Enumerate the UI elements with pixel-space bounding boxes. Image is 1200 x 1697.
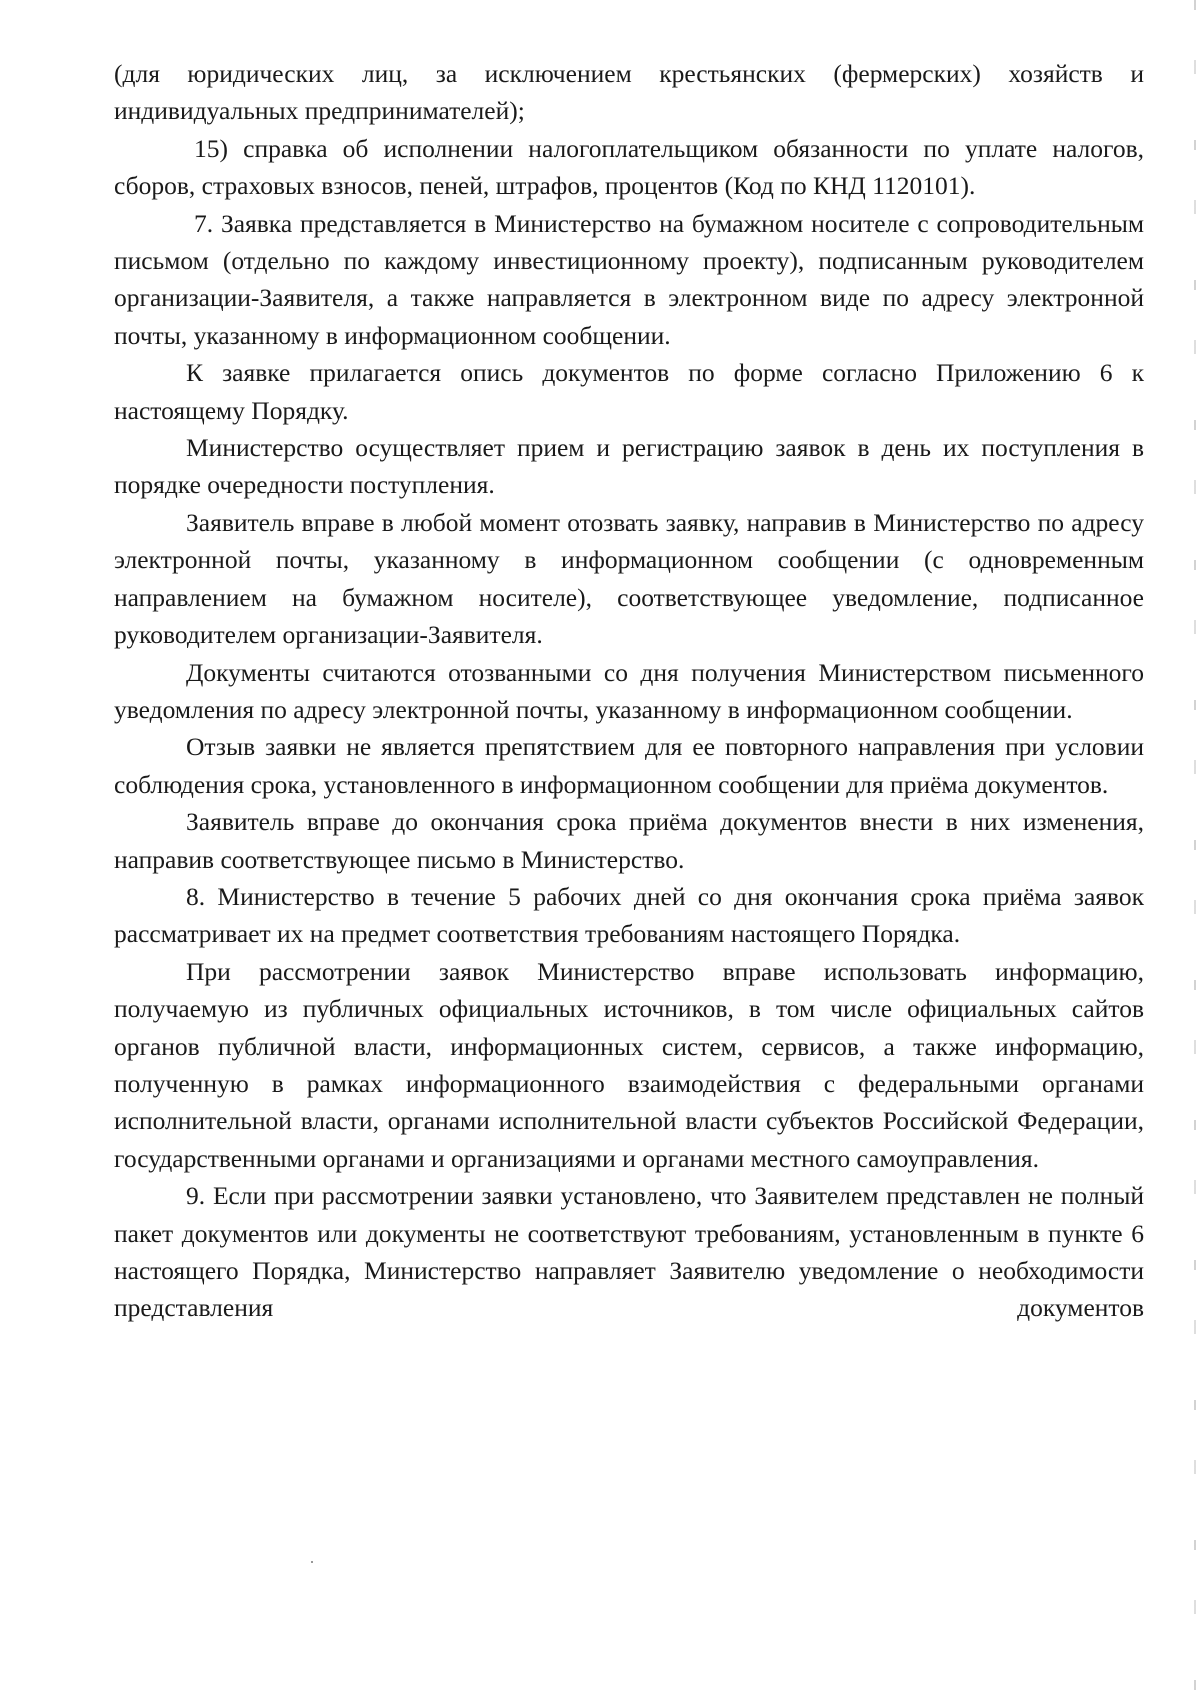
paragraph-inventory: К заявке прилагается опись документов по форме согласно Приложению 6 к настоящему Порядку. (114, 358, 1144, 425)
paragraph-section-9: 9. Если при рассмотрении заявки установлено, что Заявителем представлен не полный пакет документов или документы не соответствуют требованиям, установленным в пункте 6 настоящего Порядка, Министерство направляет Заявителю уведомление о необходимости представления документов (114, 1181, 1144, 1323)
paragraph-item-15: 15) справка об исполнении налогоплательщиком обязанности по уплате налогов, сборов, страховых взносов, пеней, штрафов, процентов (Код по КНД 1120101). (114, 133, 1144, 201)
paragraph-withdrawn-documents: Документы считаются отозванными со дня получения Министерством письменного уведомления по адресу электронной почты, указанному в информационном сообщении. (114, 657, 1144, 724)
paragraph-review-sources: При рассмотрении заявок Министерство вправе использовать информацию, получаемую из публичных официальных источников, в том числе официальных сайтов органов публичной власти, информационных систем, сервисов, а также информацию, полученную в рамках информационного взаимодействия с федеральными органами исполнительной власти, органами исполнительной власти субъектов Российской Федерации, государственными органами и организациями и органами местного самоуправления. (114, 956, 1144, 1173)
document-body (114, 55, 1144, 1327)
paragraph-continuation: (для юридических лиц, за исключением крестьянских (фермерских) хозяйств и индивидуальных предпринимателей); (114, 59, 1144, 126)
paragraph-amendments: Заявитель вправе до окончания срока приёма документов внести в них изменения, направив соответствующее письмо в Министерство. (114, 807, 1144, 874)
scan-edge-artifact (1194, 0, 1196, 1697)
scan-speck (311, 1561, 313, 1563)
paragraph-resubmission: Отзыв заявки не является препятствием для ее повторного направления при условии соблюдения срока, установленного в информационном сообщении для приёма документов. (114, 732, 1144, 799)
paragraph-section-8: 8. Министерство в течение 5 рабочих дней со дня окончания срока приёма заявок рассматривает их на предмет соответствия требованиям настоящего Порядка. (114, 881, 1144, 949)
paragraph-registration: Министерство осуществляет прием и регистрацию заявок в день их поступления в порядке очередности поступления. (114, 433, 1144, 500)
paragraph-withdrawal: Заявитель вправе в любой момент отозвать заявку, направив в Министерство по адресу электронной почты, указанному в информационном сообщении (с одновременным направлением на бумажном носителе), соответствующее уведомление, подписанное руководителем организации-Заявителя. (114, 507, 1144, 650)
paragraph-section-7: 7. Заявка представляется в Министерство на бумажном носителе с сопроводительным письмом (отдельно по каждому инвестиционному проекту), подписанным руководителем организации-Заявителя, а также направляется в электронном виде по адресу электронной почты, указанному в информационном сообщении. (114, 208, 1144, 350)
